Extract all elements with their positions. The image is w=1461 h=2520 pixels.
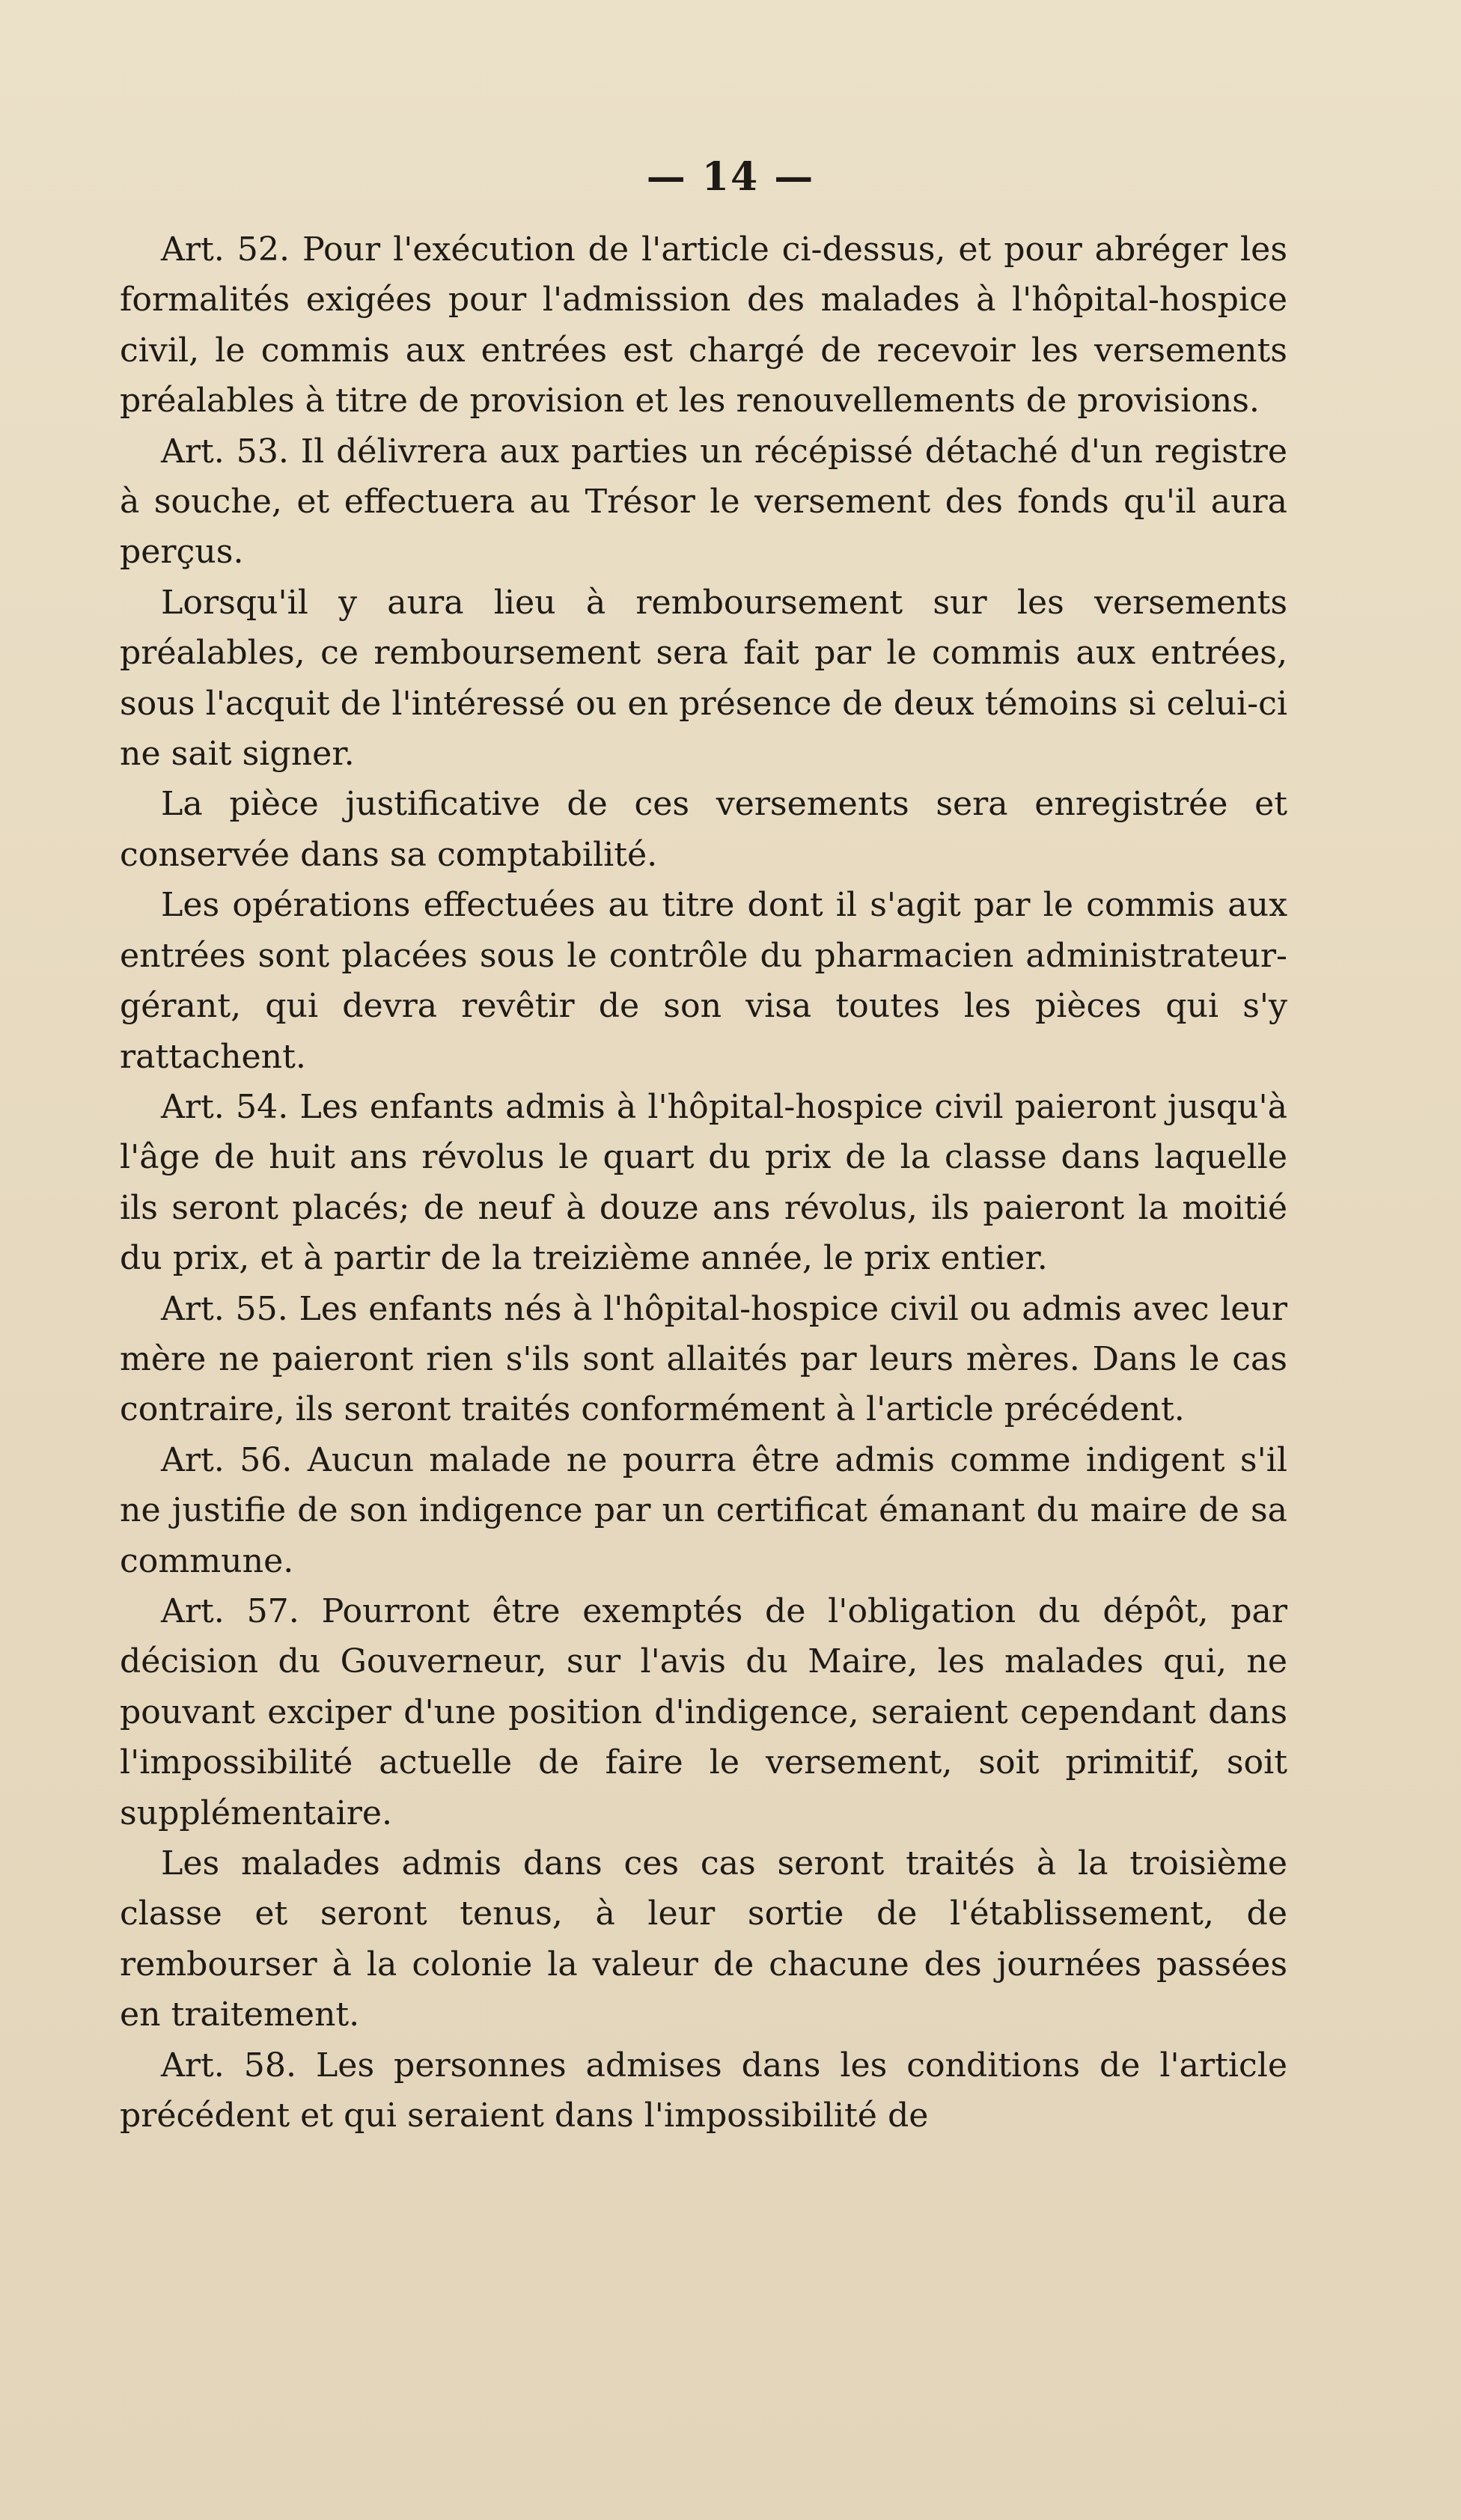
paragraph <box>120 578 1287 780</box>
paragraph <box>120 779 1287 880</box>
paragraph-art-56 <box>120 1435 1287 1586</box>
paragraph-art-53 <box>120 426 1287 578</box>
paragraph-art-52 <box>120 224 1287 426</box>
article-label: Art. 52. <box>161 230 290 269</box>
paragraph-text: Les personnes admises dans les conditions de l'article précédent et qui seraient dans l'impossibilité de <box>120 2046 1287 2135</box>
paragraph-text: Les opérations effectuées au titre dont il s'agit par le commis aux entrées sont placées sous le contrôle du pharmacien administrateur-gérant, qui devra revêtir de son visa toutes les pièces qui s'y rattachent. <box>120 886 1287 1076</box>
paragraph-text: Aucun malade ne pourra être admis comme indigent s'il ne justifie de son indigence par un certificat émanant du maire de sa commune. <box>120 1440 1287 1580</box>
article-label: Art. 54. <box>161 1087 289 1126</box>
paragraph-text: Il délivrera aux parties un récépissé détaché d'un registre à souche, et effectuera au Trésor le versement des fonds qu'il aura perçus. <box>120 432 1288 572</box>
paragraph-text: Lorsqu'il y aura lieu à remboursement sur les versements préalables, ce remboursement sera fait par le commis aux entrées, sous l'acquit de l'intéressé ou en présence de deux témoins si celui-ci ne sait signer. <box>120 583 1287 774</box>
paragraph-text: Les malades admis dans ces cas seront traités à la troisième classe et seront tenus, à leur sortie de l'établissement, de rembourser à la colonie la valeur de chacune des journées passées en traitement. <box>120 1844 1287 2034</box>
paragraph <box>120 1838 1287 2040</box>
paragraph-text: Pour l'exécution de l'article ci-dessus, et pour abréger les formalités exigées pour l'admission des malades à l'hôpital-hospice civil, le commis aux entrées est chargé de recevoir les versements préalables à titre de provision et les renouvellements de provisions. <box>120 230 1288 420</box>
article-label: Art. 53. <box>161 432 289 471</box>
article-label: Art. 57. <box>161 1591 299 1630</box>
paragraph-art-55 <box>120 1284 1287 1435</box>
article-label: Art. 55. <box>161 1289 288 1328</box>
paragraph-text: Les enfants nés à l'hôpital-hospice civil ou admis avec leur mère ne paieront rien s'ils sont allaités par leurs mères. Dans le cas contraire, ils seront traités conformément à l'article précédent. <box>120 1289 1288 1429</box>
paragraph-text: Les enfants admis à l'hôpital-hospice civil paieront jusqu'à l'âge de huit ans révolus le quart du prix de la classe dans laquelle ils seront placés; de neuf à douze ans révolus, ils paieront la moitié du prix, et à partir de la treizième année, le prix entier. <box>120 1087 1287 1278</box>
body-text <box>120 224 1287 2141</box>
paragraph-art-57 <box>120 1586 1287 1838</box>
paragraph <box>120 880 1287 1082</box>
article-label: Art. 58. <box>161 2046 297 2085</box>
paragraph-art-58 <box>120 2040 1287 2141</box>
article-label: Art. 56. <box>161 1440 293 1479</box>
paragraph-art-54 <box>120 1082 1287 1284</box>
paragraph-text: Pourront être exemptés de l'obligation du dépôt, par décision du Gouverneur, sur l'avis du Maire, les malades qui, ne pouvant exciper d'une position d'indigence, seraient cependant dans l'impossibilité actuelle de faire le versement, soit primitif, soit supplémentaire. <box>120 1591 1287 1832</box>
page-number: — 14 — <box>646 154 815 200</box>
paragraph-text: La pièce justificative de ces versements sera enregistrée et conservée dans sa comptabilité. <box>120 785 1287 874</box>
page-bottom-margin <box>0 2475 1461 2490</box>
